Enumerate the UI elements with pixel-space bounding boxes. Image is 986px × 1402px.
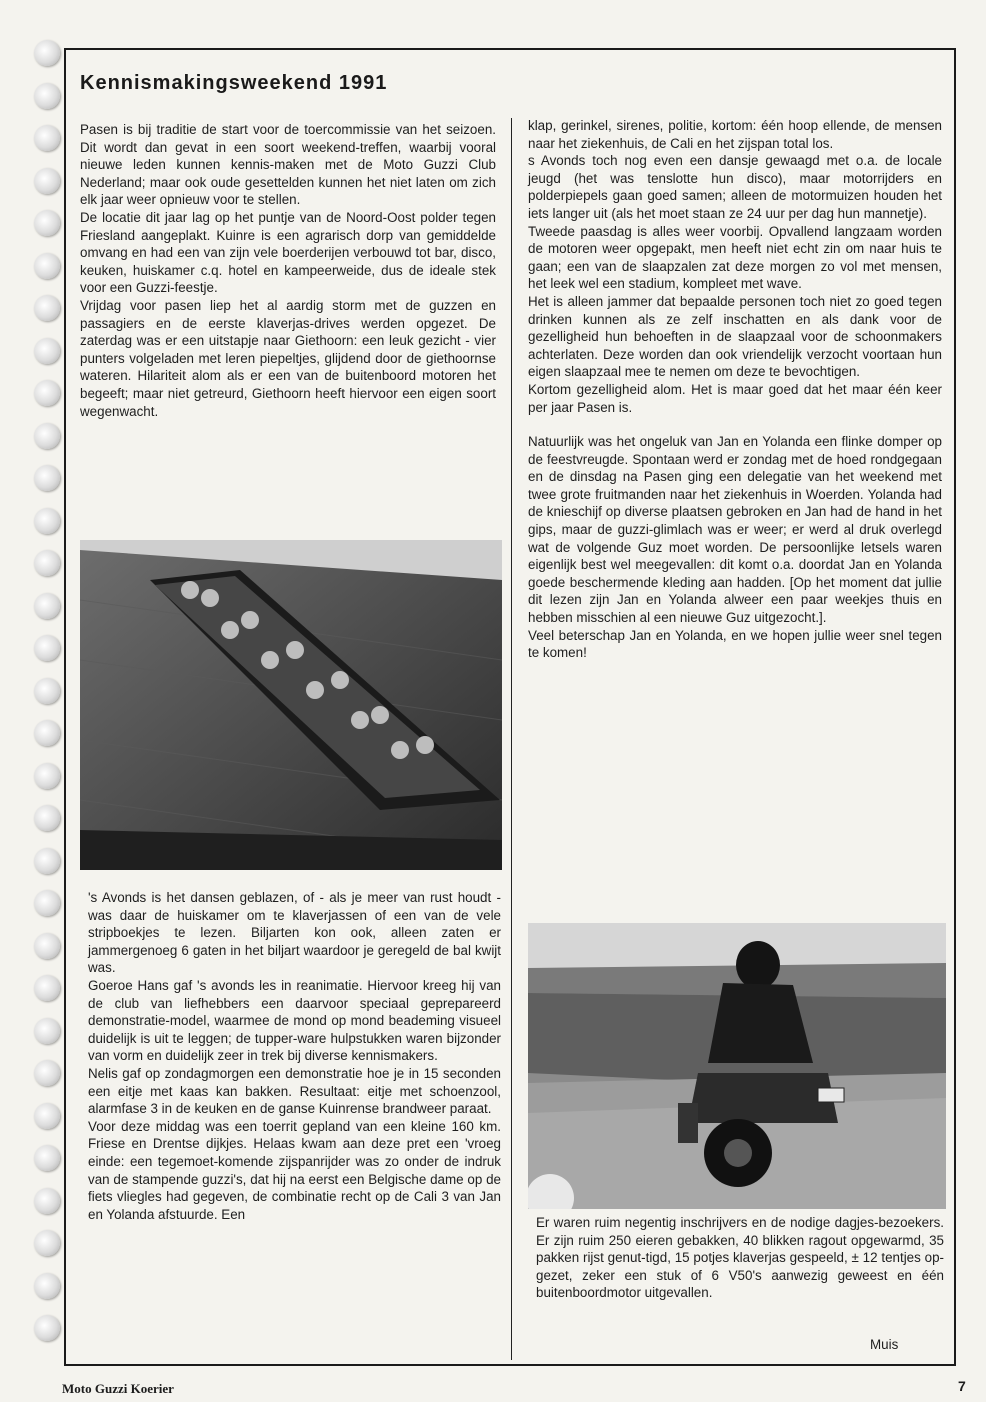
paragraph: Pasen is bij traditie de start voor de toercommissie van het seizoen. Dit wordt dan gevat in een soort weekend-treffen, waarbij vooral nieuwe leden kunnen kennis-maken met de Moto Guzzi Club Nederland; maar ook oude gesettelden kunnen het niet laten om zich elk jaar weer opnieuw voor te stellen.	[80, 122, 496, 208]
binding-ring	[34, 1188, 60, 1214]
binding-ring	[34, 678, 60, 704]
binding-ring	[34, 720, 60, 746]
binding-ring	[34, 210, 60, 236]
magazine-name: Moto Guzzi Koerier	[62, 1381, 174, 1396]
binding-ring	[34, 253, 60, 279]
paragraph: Het is alleen jammer dat bepaalde personen toch niet zo goed tegen drinken kunnen als ze zelf inschatten en als dank voor de gezelligheid hun behoeften in de slaapzaal voor de schoonmakers achterlaten. Deze worden dan ook vriendelijk verzocht voortaan hun eigen slaapzaal mee te nemen om deze te bevochtigen.	[528, 293, 942, 380]
binding-ring	[34, 168, 60, 194]
binding-ring	[34, 295, 60, 321]
binding-ring	[34, 635, 60, 661]
photo-boat-trip	[80, 540, 502, 870]
paragraph: Er waren ruim negentig inschrijvers en de nodige dagjes-bezoekers. Er zijn ruim 250 eieren gebakken, 40 blikken ragout opgewarmd, 35 pakken rijst genut-tigd, 15 potjes klaverjas gespeeld, ± 12 tentjes op-gezet, zeker een stuk of 6 V50's aanwezig geweest en één buitenboordmotor uitgevallen.	[536, 1215, 944, 1301]
boat-photo-image	[80, 540, 502, 870]
paragraph: Nelis gaf op zondagmorgen een demonstratie hoe je in 15 seconden een eitje met kaas kan bakken. Resultaat: eitje met schoenzool, alarmfase 3 in de keuken en de ganse Kuinrense brandweer paraat.	[88, 1065, 501, 1117]
binding-ring	[34, 465, 60, 491]
column-left-bottom	[88, 889, 501, 1223]
binding-ring	[34, 423, 60, 449]
column-divider	[511, 118, 512, 1360]
motorcycle-photo-image	[528, 923, 946, 1209]
binding-ring	[34, 380, 60, 406]
binding-ring	[34, 975, 60, 1001]
binding-ring	[34, 508, 60, 534]
column-right-bottom	[536, 1214, 944, 1302]
column-left-top	[80, 121, 496, 420]
binding-ring	[34, 1145, 60, 1171]
paragraph: Kortom gezelligheid alom. Het is maar goed dat het maar één keer per jaar Pasen is.	[528, 381, 942, 415]
binding-ring	[34, 550, 60, 576]
binding-ring	[34, 1230, 60, 1256]
binding-ring	[34, 125, 60, 151]
column-right-top	[528, 117, 942, 662]
binding-ring	[34, 805, 60, 831]
binding-ring	[34, 1103, 60, 1129]
paragraph: Voor deze middag was een toerrit gepland van een kleine 160 km. Friese en Drentse dijkjes. Helaas kwam aan deze pret een 'vroeg einde: een tegemoet-komende zijspanrijder was zo onder de indruk van de stampende guzzi's, dat hij na eerst een Belgische dame op de fiets vliegles had gegeven, de combinatie recht op de Cali 3 van Jan en Yolanda afstuurde. Een	[88, 1118, 501, 1222]
binding-ring	[34, 1018, 60, 1044]
paragraph: Tweede paasdag is alles weer voorbij. Opvallend langzaam worden de motoren weer opgepakt, men heeft niet echt zin om naar huis te gaan; een van de slaapzalen zat deze morgen zo vol met mensen, het leek wel een stadium, kompleet met wave.	[528, 223, 942, 292]
photo-motorcyclist	[528, 923, 946, 1209]
binding-ring	[34, 40, 60, 66]
paragraph: Vrijdag voor pasen liep het al aardig storm met de guzzen en passagiers en de eerste klaverjas-drives werden opgezet. De zaterdag was er een uitstapje naar Giethoorn: een leuk gezicht - vier punters volgeladen met leren piepeltjes, glijdend door de giethoornse wateren. Hilariteit alom als er een van de buitenboord motoren het begeeft; maar niet getreurd, Giethoorn heeft hiervoor een eigen soort wegenwacht.	[80, 297, 496, 419]
binding-ring	[34, 763, 60, 789]
binding-ring	[34, 1060, 60, 1086]
author-signature: Muis	[870, 1337, 899, 1352]
paragraph: s Avonds toch nog even een dansje gewaagd met o.a. de locale jeugd (het was tenslotte hun disco), maar motorrijders en polderpiepels gaan goed samen; alleen de motormuizen houden het iets langer uit (als het moet staan ze 24 uur per dag hun mannetje).	[528, 153, 942, 221]
binding-ring	[34, 1315, 60, 1341]
paragraph: Goeroe Hans gaf 's avonds les in reanimatie. Hiervoor kreeg hij van de club van liefhebbers een daarvoor speciaal geprepareerd demonstratie-model, waarmee de mond op mond beademing visueel duidelijk is uit te leggen; de tupper-ware hulpstukken waren bijzonder van vorm en duidelijk zeer in trek bij diverse kennismakers.	[88, 977, 501, 1064]
paragraph: 's Avonds is het dansen geblazen, of - als je meer van rust houdt - was daar de huiskamer om te klaverjassen of een van de vele stripboekjes te lezen. Biljarten kon ook, alleen zaten er jammergenoeg 6 gaten in het biljart waardoor je geregeld de bal kwijt was.	[88, 890, 501, 976]
binding-ring	[34, 890, 60, 916]
paragraph: Natuurlijk was het ongeluk van Jan en Yolanda een flinke domper op de feestvreugde. Spontaan werd er zondag met de hoed rondgegaan en de dinsdag na Pasen ging een delegatie van het weekend met twee grote fruitmanden naar het ziekenhuis in Woerden. Yolanda had de knieschijf op diverse plaatsen gebroken en Jan had de hand in het gips, maar de guzzi-glimlach was er weer; er werd al druk overlegd wat de volgende Guz moet worden. De persoonlijke letsels waren eigenlijk best wel meegevallen: dit komt o.a. doordat Jan en Yolanda goede beschermende kleding aan hadden. [Op het moment dat jullie dit lezen zijn Jan en Yolanda alweer een paar weekjes thuis en hebben misschien al een nieuwe Guz uitgezocht.].	[528, 434, 942, 626]
binding-ring	[34, 933, 60, 959]
binding-ring	[34, 593, 60, 619]
paragraph: Veel beterschap Jan en Yolanda, en we hopen jullie weer snel tegen te komen!	[528, 627, 942, 661]
binding-ring	[34, 338, 60, 364]
spiral-binding	[34, 40, 68, 1360]
binding-ring	[34, 1273, 60, 1299]
page-number: 7	[958, 1378, 966, 1394]
binding-ring	[34, 83, 60, 109]
binding-ring	[34, 848, 60, 874]
paragraph: klap, gerinkel, sirenes, politie, kortom: één hoop ellende, de mensen naar het ziekenhuis, de Cali en het zijspan total los.	[528, 118, 942, 151]
article-title: Kennismakingsweekend 1991	[80, 72, 388, 94]
paragraph: De locatie dit jaar lag op het puntje van de Noord-Oost polder tegen Friesland aangeplakt. Kuinre is een agrarisch dorp van gemiddelde omvang en had een van zijn vele boerderijen verbouwd tot bar, disco, keuken, huiskamer c.q. hotel en kampeerweide, dus de ideale stek voor een Guzzi-feestje.	[80, 209, 496, 296]
